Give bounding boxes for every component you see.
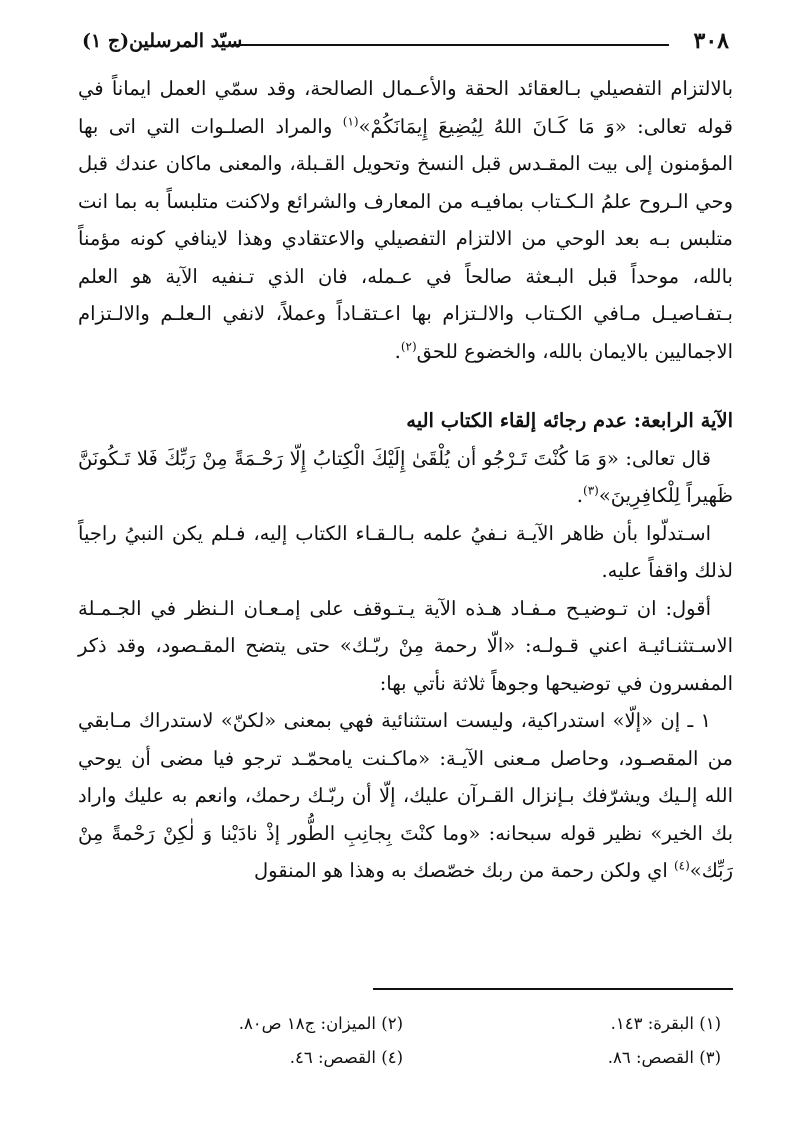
paragraph-5-text-a: ١ ـ إن «إلّا» استدراكية، وليست استثنائية فهي بمعنى «لكنّ» لاستدراك مـابقي من المقصـود، وحاصل مـعنى الآيـة: «ماكـنت يامحمّـد ترجو فيا مضى أن يوحي الله إلـيك ويشرّفك بـإنزال القـرآن عليك، إلّا أن ربّـك رحمك، وانعم به عليك واراد بك الخير» نظير قوله سبحانه: «وما كنْتَ بِجانِبِ الطُّور إذْ نادَيْنا وَ لٰكِنْ رَحْمةً مِنْ رَبِّك» [78, 709, 733, 882]
footnote-2: (٢) الميزان: ج١٨ ص٨٠. [238, 1014, 403, 1033]
running-title: سيّد المرسلين(ج ١) [82, 30, 243, 52]
footnote-ref-1: (١) [342, 114, 359, 128]
body-text [78, 70, 733, 890]
running-header [82, 28, 729, 60]
footnote-4: (٤) القصص: ٤٦. [289, 1048, 403, 1067]
paragraph-2-text-b: . [576, 484, 583, 507]
paragraph-1-text-a: بالالتزام التفصيلي بـالعقائد الحقة والأعـمال الصالحة، وقد سمّي العمل ايماناً في قوله تعالى: «وَ مَا كَـانَ اللهُ لِيُضِيعَ إِيمَانَكُمْ» [78, 77, 733, 138]
footnote-ref-3: (٣) [583, 483, 599, 498]
footnote-ref-4: (٤) [673, 858, 690, 873]
page-number: ٣٠٨ [693, 28, 729, 54]
paragraph-2 [78, 440, 733, 515]
paragraph-4: أقول: ان تـوضيـح مـفـاد هـذه الآية يـتـوقف على إمـعـان الـنظر في الجـمـلة الاسـتثنـائيـة اعني قـولـه: «الّا رحمة مِنْ ربّـك» حتى يتضح المقـصود، وقد ذكر المفسرون في توضيحها وجوهاً ثلاثة نأتي بها: [78, 596, 733, 695]
footnote-rule [373, 988, 733, 990]
footnote-ref-2: (٢) [400, 339, 417, 353]
paragraph-1 [78, 70, 733, 370]
paragraph-1-text-c: . [394, 339, 401, 363]
section-gap [78, 370, 733, 402]
section-heading: الآية الرابعة: عدم رجائه إلقاء الكتاب اليه [406, 409, 733, 432]
paragraph-1-text-b: والمراد الصلـوات التي اتى بها المؤمنون إلى بيت المقـدس قبل النسخ وتحويل القـبلة، والمعنى ماكان عندك قبل وحي الـروح علمُ الـكـتاب بمافيـه من المعارف والشرائع ولاكنت متلبساً به بما انت متلبس بـه بعد الوحي من الالتزام التفصيلي والاعتقادي وهذا لاينافي كونه مؤمناً بالله، موحداً قبل البـعثة صالحاً في عـمله، فان الذي تـنفيه الآية هو العلم بـتفـاصيـل مـافي الكـتاب والالـتزام بها اعـتقـاداً وعملاً، لانفي الـعلـم والالـتزام الاجماليين بالايمان بالله، والخضوع للحق [78, 114, 733, 363]
footnote-3: (٣) القصص: ٨٦. [607, 1048, 721, 1067]
header-rule [232, 44, 669, 46]
paragraph-2-text-a: قال تعالى: «وَ مَا كُنْتَ تَـرْجُو أن يُلْقَىٰ إِلَيْكَ الْكِتابُ إِلّا رَحْـمَةً مِنْ رَبِّكَ فَلا تَـكُونَنَّ ظَهيراً لِلْكافِرِينَ» [78, 446, 733, 507]
paragraph-5 [78, 702, 733, 890]
paragraph-3: اسـتدلّوا بأن ظاهر الآيـة نـفيُ علمه بـالـقـاء الكتاب إليه، فـلم يكن النبيُ راجياً لذلك واقفاً عليه. [78, 521, 733, 582]
footnote-1: (١) البقرة: ١٤٣. [610, 1014, 721, 1033]
paragraph-5-text-b: اي ولكن رحمة من ربك خصّصك به وهذا هو المنقول [254, 859, 674, 882]
